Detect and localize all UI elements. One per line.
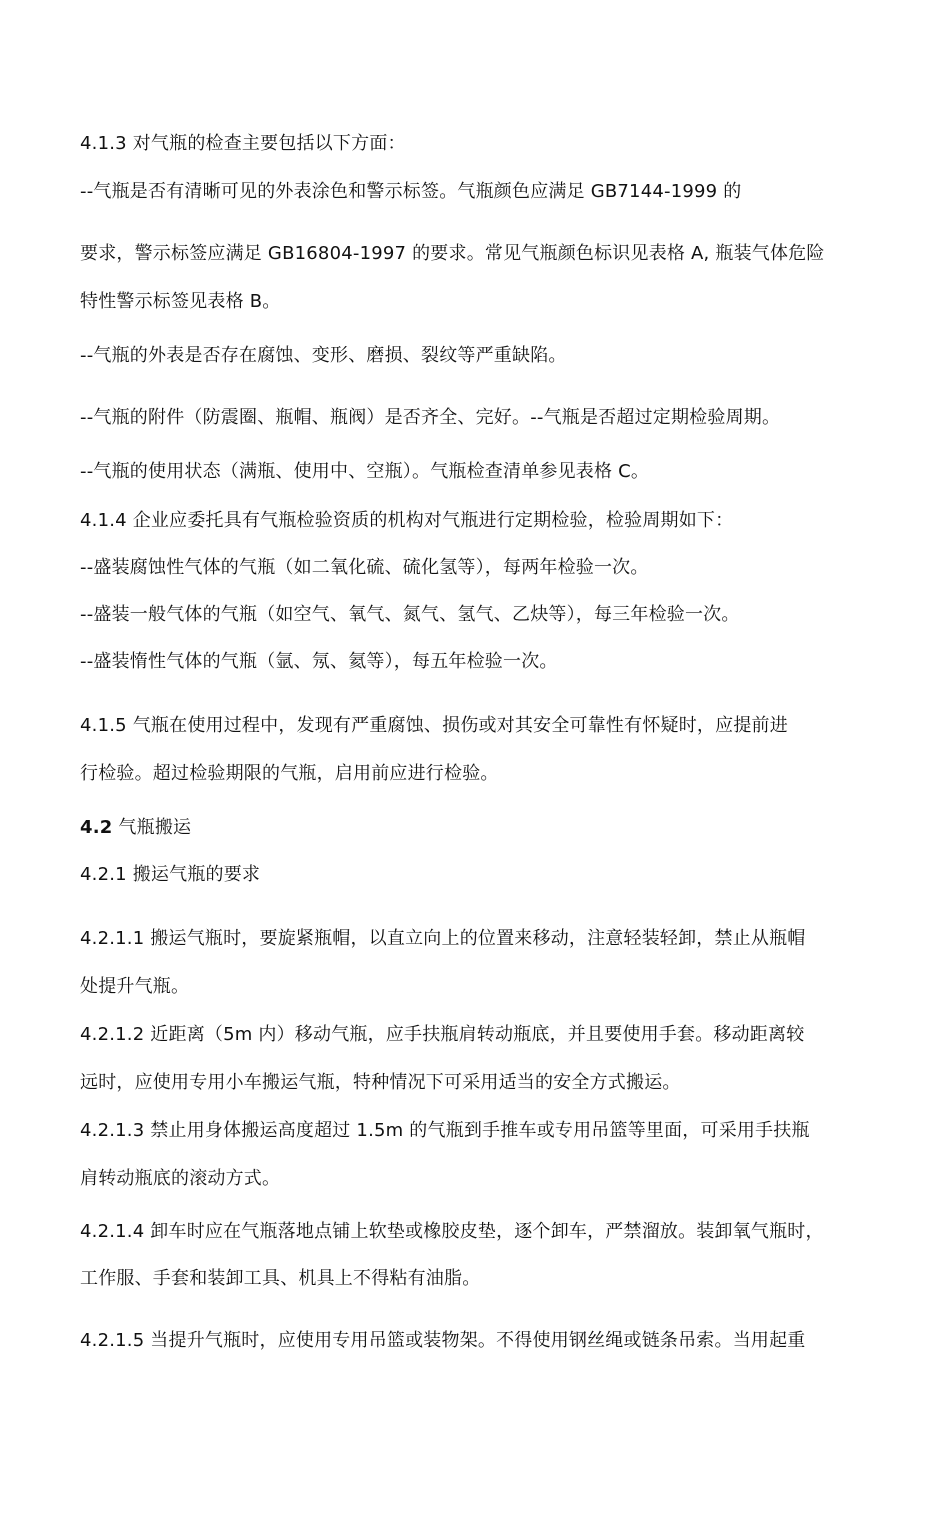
- paragraph-line: --盛装惰性气体的气瓶（氩、氖、氦等），每五年检验一次。: [80, 651, 558, 672]
- clause-4-2-1-5-paragraph: 4.2.1.5 当提升气瓶时，应使用专用吊篮或装物架。不得使用钢丝绳或链条吊索。当用起重: [80, 1330, 806, 1351]
- paragraph-line: --气瓶是否有清晰可见的外表涂色和警示标签。气瓶颜色应满足 GB7144-1999 的: [80, 181, 742, 202]
- paragraph-line: 处提升气瓶。: [80, 976, 190, 997]
- paragraph-line: --盛装腐蚀性气体的气瓶（如二氧化硫、硫化氢等），每两年检验一次。: [80, 557, 649, 578]
- paragraph-line: 远时，应使用专用小车搬运气瓶，特种情况下可采用适当的安全方式搬运。: [80, 1072, 681, 1093]
- section-4-2-heading: [80, 816, 910, 840]
- clause-4-2-1-4-paragraph: 4.2.1.4 卸车时应在气瓶落地点铺上软垫或橡胶皮垫，逐个卸车，严禁溜放。装卸氧气瓶时，: [80, 1221, 824, 1242]
- paragraph-line: 行检验。超过检验期限的气瓶，启用前应进行检验。: [80, 763, 499, 784]
- paragraph-line: 要求，警示标签应满足 GB16804-1997 的要求。常见气瓶颜色标识见表格 A, 瓶装气体危险: [80, 243, 825, 264]
- clause-4-1-3-heading: 4.1.3 对气瓶的检查主要包括以下方面：: [80, 133, 406, 154]
- clause-4-2-1-1-paragraph: 4.2.1.1 搬运气瓶时，要旋紧瓶帽，以直立向上的位置来移动，注意轻装轻卸，禁止从瓶帽: [80, 928, 806, 949]
- clause-4-2-1-2-paragraph: 4.2.1.2 近距离（5m 内）移动气瓶，应手扶瓶肩转动瓶底，并且要使用手套。移动距离较: [80, 1024, 805, 1045]
- clause-4-1-5-paragraph: 4.1.5 气瓶在使用过程中，发现有严重腐蚀、损伤或对其安全可靠性有怀疑时，应提前进: [80, 715, 788, 736]
- paragraph-line: --气瓶的使用状态（满瓶、使用中、空瓶）。气瓶检查清单参见表格 C。: [80, 461, 650, 482]
- paragraph-line: --盛装一般气体的气瓶（如空气、氧气、氮气、氢气、乙炔等），每三年检验一次。: [80, 604, 740, 625]
- clause-4-1-4-heading: 4.1.4 企业应委托具有气瓶检验资质的机构对气瓶进行定期检验，检验周期如下：: [80, 510, 734, 531]
- section-number: 4.2: [80, 817, 113, 838]
- section-title: 气瓶搬运: [118, 817, 192, 838]
- paragraph-line: 工作服、手套和装卸工具、机具上不得粘有油脂。: [80, 1268, 481, 1289]
- paragraph-line: 特性警示标签见表格 B。: [80, 291, 281, 312]
- paragraph-line: 肩转动瓶底的滚动方式。: [80, 1168, 281, 1189]
- clause-4-2-1-heading: 4.2.1 搬运气瓶的要求: [80, 864, 261, 885]
- paragraph-line: --气瓶的附件（防震圈、瓶帽、瓶阀）是否齐全、完好。--气瓶是否超过定期检验周期。: [80, 407, 781, 428]
- clause-4-2-1-3-paragraph: 4.2.1.3 禁止用身体搬运高度超过 1.5m 的气瓶到手推车或专用吊篮等里面，可采用手扶瓶: [80, 1120, 810, 1141]
- paragraph-line: --气瓶的外表是否存在腐蚀、变形、磨损、裂纹等严重缺陷。: [80, 345, 567, 366]
